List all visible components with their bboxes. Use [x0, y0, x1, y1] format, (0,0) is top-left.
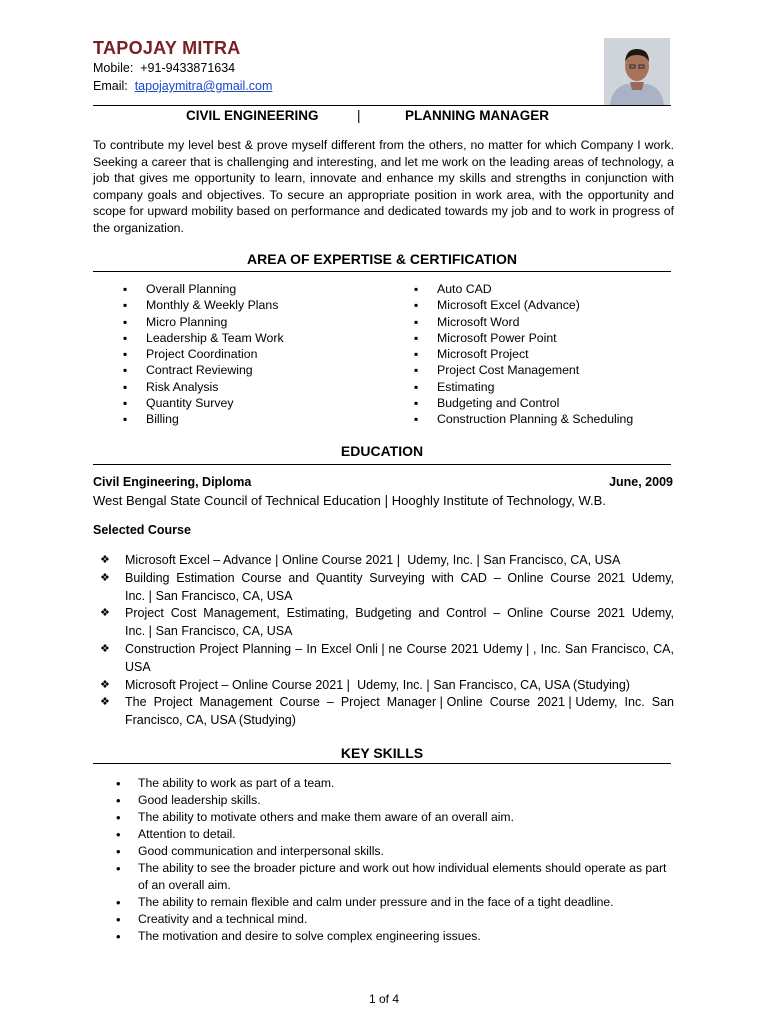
education-degree-row — [93, 475, 673, 489]
job-title-bar — [93, 108, 671, 126]
education-heading: EDUCATION — [340, 443, 424, 459]
objective-paragraph: To contribute my level best & prove myself different from the others, no matter for which Company I work. Seeking a career that is challenging and interesting, and let me work on the leading areas of technology, a job that gives me opportunity to learn, innovate and enhance my skills and strengths in conjunction with company goals and objectives. To secure an appropriate position in work area, with the opportunity and scope for upward mobility based on performance and dedicated towards my job and to work in progress of the organization. — [93, 138, 674, 235]
degree: Civil Engineering, Diploma — [93, 475, 252, 489]
course-item: ❖ Microsoft Project – Online Course 2021❘ Udemy, Inc.❘San Francisco, CA, USA (Studying) — [100, 677, 674, 695]
skill-item: • Creativity and a technical mind. — [116, 911, 676, 928]
education-divider — [93, 464, 671, 465]
expertise-item: ▪ Project Coordination — [123, 346, 393, 362]
skill-item: • The ability to work as part of a team. — [116, 775, 676, 792]
title-field: CIVIL ENGINEERING — [186, 108, 319, 123]
mobile-number: +91-9433871634 — [140, 61, 236, 75]
mobile-label: Mobile: — [93, 61, 134, 75]
course-list — [100, 552, 674, 730]
expertise-item: ▪ Contract Reviewing — [123, 362, 393, 378]
expertise-item: ▪ Micro Planning — [123, 314, 393, 330]
expertise-item: ▪ Billing — [123, 411, 393, 427]
expertise-divider — [93, 271, 671, 272]
email-line — [93, 79, 272, 93]
selected-course-label: Selected Course — [93, 523, 191, 537]
course-item: ❖ Project Cost Management, Estimating, Budgeting and Control – Online Course 2021 Udemy, Inc.❘San Francisco, CA, USA — [100, 605, 674, 641]
certification-item: ▪ Estimating — [414, 379, 674, 395]
profile-photo — [604, 38, 670, 105]
key-skills-list — [116, 775, 676, 945]
email-link[interactable]: tapojaymitra@gmail.com — [134, 79, 273, 93]
skill-item: • The ability to remain flexible and calm under pressure and in the face of a tight deadline. — [116, 894, 676, 911]
key-skills-heading: KEY SKILLS — [340, 745, 424, 761]
skill-item: • The ability to see the broader picture and work out how individual elements should operate as part of an overall aim. — [116, 860, 676, 894]
email-label: Email: — [93, 79, 128, 93]
skill-item: • Good leadership skills. — [116, 792, 676, 809]
course-item: ❖ The Project Management Course – Project Manager❘Online Course 2021❘Udemy, Inc. San Francisco, CA, USA (Studying) — [100, 694, 674, 730]
certification-item: ▪ Microsoft Power Point — [414, 330, 674, 346]
certification-item: ▪ Auto CAD — [414, 281, 674, 297]
skill-item: • Attention to detail. — [116, 826, 676, 843]
expertise-item: ▪ Monthly & Weekly Plans — [123, 297, 393, 313]
expertise-heading: AREA OF EXPERTISE & CERTIFICATION — [247, 251, 517, 267]
expertise-item: ▪ Quantity Survey — [123, 395, 393, 411]
page-number: 1 of 4 — [368, 992, 400, 1006]
institution: West Bengal State Council of Technical Education❘Hooghly Institute of Technology, W.B. — [93, 493, 606, 508]
candidate-name: TAPOJAY MITRA — [93, 38, 241, 58]
certification-item: ▪ Microsoft Excel (Advance) — [414, 297, 674, 313]
course-item: ❖ Building Estimation Course and Quantity Surveying with CAD – Online Course 2021 Udemy, Inc.❘San Francisco, CA, USA — [100, 570, 674, 606]
course-item: ❖ Microsoft Excel – Advance❘Online Course 2021❘ Udemy, Inc.❘San Francisco, CA, USA — [100, 552, 674, 570]
certification-item: ▪ Microsoft Word — [414, 314, 674, 330]
degree-date: June, 2009 — [609, 475, 673, 489]
expertise-item: ▪ Leadership & Team Work — [123, 330, 393, 346]
certification-item: ▪ Construction Planning & Scheduling — [414, 411, 674, 427]
skill-item: • Good communication and interpersonal skills. — [116, 843, 676, 860]
key-skills-divider — [93, 763, 671, 764]
expertise-item: ▪ Risk Analysis — [123, 379, 393, 395]
course-item: ❖ Construction Project Planning – In Excel Onli❘ne Course 2021 Udemy❘, Inc. San Francisco, CA, USA — [100, 641, 674, 677]
certification-item: ▪ Project Cost Management — [414, 362, 674, 378]
certification-item: ▪ Budgeting and Control — [414, 395, 674, 411]
expertise-list-right — [414, 281, 674, 428]
expertise-list-left — [123, 281, 393, 428]
title-separator: | — [357, 108, 361, 123]
title-role: PLANNING MANAGER — [405, 108, 549, 123]
mobile-line — [93, 61, 235, 75]
skill-item: • The ability to motivate others and make them aware of an overall aim. — [116, 809, 676, 826]
skill-item: • The motivation and desire to solve complex engineering issues. — [116, 928, 676, 945]
expertise-item: ▪ Overall Planning — [123, 281, 393, 297]
certification-item: ▪ Microsoft Project — [414, 346, 674, 362]
header-divider — [93, 105, 671, 106]
